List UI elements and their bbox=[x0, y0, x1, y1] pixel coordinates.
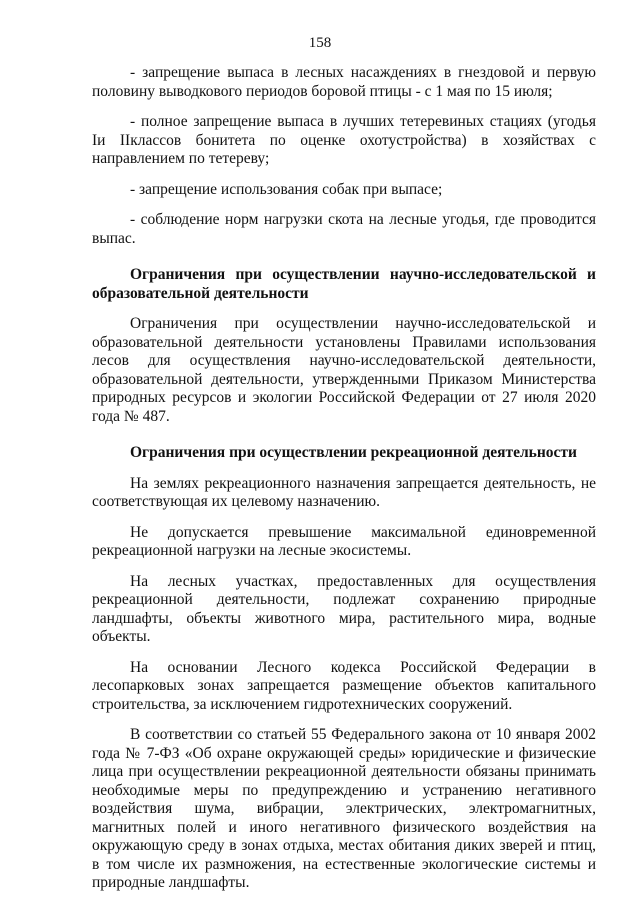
paragraph: На основании Лесного кодекса Российской Федерации в лесопарковых зонах запрещается размещение объектов капитального строительства, за исключением гидротехнических сооружений. bbox=[92, 658, 596, 713]
paragraph: На землях рекреационного назначения запрещается деятельность, не соответствующая их целевому назначению. bbox=[92, 474, 596, 510]
section-heading-research: Ограничения при осуществлении научно-исследовательской и образовательной деятельности bbox=[92, 266, 596, 302]
list-item: - соблюдение норм нагрузки скота на лесные угодья, где проводится выпас. bbox=[92, 211, 596, 247]
paragraph: На лесных участках, предоставленных для осуществления рекреационной деятельности, подлежат сохранению природные ландшафты, объекты животного мира, растительного мира, водные объекты. bbox=[92, 572, 596, 645]
list-item: - полное запрещение выпаса в лучших тетеревиных стациях (угодья Iи IIклассов бонитета по оценке охотустройства) в хозяйствах с направлением по тетереву; bbox=[92, 113, 596, 167]
section-heading-recreation: Ограничения при осуществлении рекреационной деятельности bbox=[130, 444, 577, 461]
paragraph: Не допускается превышение максимальной единовременной рекреационной нагрузки на лесные экосистемы. bbox=[92, 523, 596, 559]
paragraph: Ограничения при осуществлении научно-исследовательской и образовательной деятельности установлены Правилами использования лесов для осуществления научно-исследовательской деятельности, образовательной деятельности, утвержденными Приказом Министерства природных ресурсов и экологии Российской Федерации от 27 июля 2020 года № 487. bbox=[92, 315, 596, 425]
list-item: - запрещение использования собак при выпасе; bbox=[130, 180, 443, 198]
page-content bbox=[92, 64, 596, 893]
paragraph: В соответствии со статьей 55 Федерального закона от 10 января 2002 года № 7-ФЗ «Об охране окружающей среды» юридические и физические лица при осуществлении рекреационной деятельности обязаны принимать необходимые меры по предупреждению и устранению негативного воздействия шума, вибрации, электрических, электромагнитных, магнитных полей и иного негативного физического воздействия на окружающую среду в зонах отдыха, местах обитания диких зверей и птиц, в том числе их размножения, на естественные экологические системы и природные ландшафты. bbox=[92, 726, 596, 891]
page-number: 158 bbox=[308, 35, 332, 51]
list-item: - запрещение выпаса в лесных насаждениях в гнездовой и первую половину выводкового периодов боровой птицы - с 1 мая по 15 июля; bbox=[92, 64, 596, 100]
